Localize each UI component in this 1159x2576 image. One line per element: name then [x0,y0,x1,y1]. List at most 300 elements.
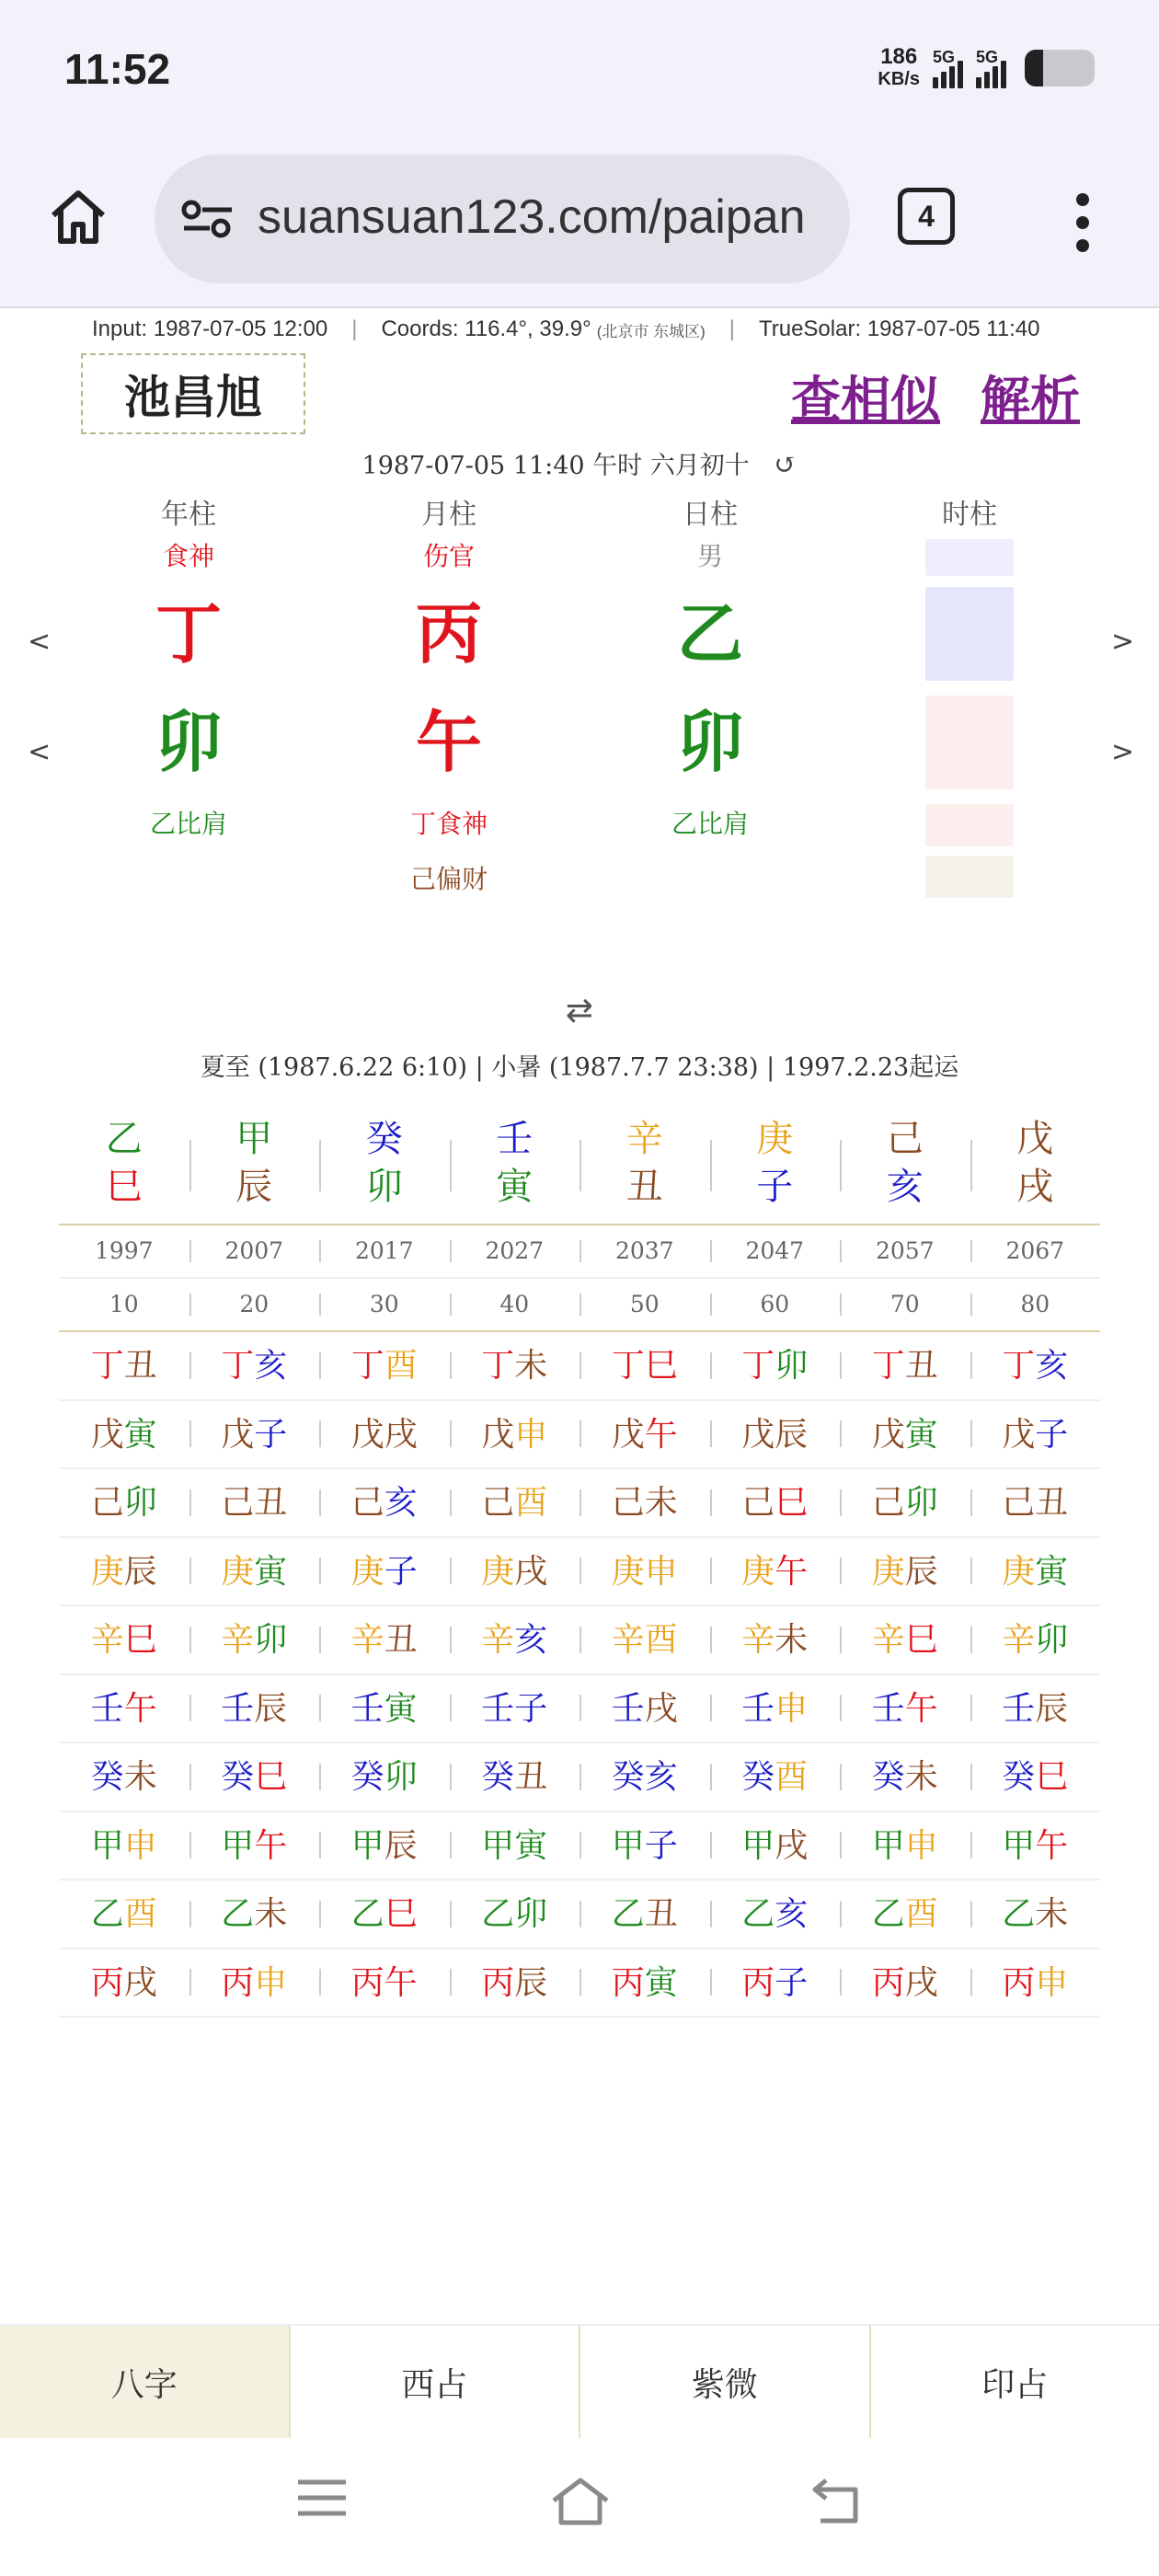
liunian-cell[interactable] [319,1880,450,1948]
liunian-cell[interactable] [450,1606,580,1673]
liunian-stem: 丁 [1002,1347,1036,1385]
liunian-cell[interactable] [710,1469,841,1536]
liunian-branch: 巳 [384,1895,418,1933]
sim1-label: 5G [933,48,956,66]
liunian-row [59,1880,1100,1949]
liunian-stem: 己 [481,1484,515,1522]
liunian-branch: 丑 [254,1484,288,1522]
liunian-cell[interactable] [710,1675,841,1742]
tab-indian[interactable]: 印占 [869,2326,1159,2438]
liunian-stem: 壬 [871,1689,905,1728]
pillar-month-branch[interactable]: 午 [415,703,482,781]
birth-date-text: 1987-07-05 11:40 午时 六月初十 [361,452,750,480]
liunian-cell[interactable] [319,1812,450,1880]
liunian-branch: 子 [644,1826,678,1865]
dayun-stem: 己 [886,1118,924,1160]
dayun-year-row [59,1224,1100,1277]
liunian-cell[interactable] [580,1469,710,1536]
liunian-branch: 酉 [123,1895,157,1933]
liunian-branch: 丑 [644,1895,678,1933]
liunian-cell[interactable] [840,1606,970,1673]
liunian-branch: 卯 [514,1895,548,1933]
liunian-cell[interactable] [450,1743,580,1811]
liunian-row [59,1469,1100,1538]
liunian-cell[interactable] [189,1332,320,1399]
liunian-stem: 戊 [481,1415,515,1454]
liunian-branch: 卯 [254,1621,288,1659]
liunian-branch: 子 [514,1689,548,1728]
liunian-branch: 申 [514,1415,548,1454]
liunian-stem: 丁 [871,1347,905,1385]
liunian-stem: 乙 [1002,1895,1036,1933]
liunian-cell[interactable] [189,1675,320,1742]
liunian-branch: 未 [1035,1895,1069,1933]
pillar-day-stem[interactable]: 乙 [676,594,743,673]
battery-icon [1025,50,1095,86]
liunian-cell[interactable] [450,1812,580,1880]
liunian-branch: 午 [123,1689,157,1728]
tab-switcher-button[interactable]: 4 [898,188,955,245]
hour-stem-placeholder[interactable] [925,587,1014,681]
liunian-branch: 寅 [1035,1552,1069,1591]
pillar-year-branch[interactable]: 卯 [155,703,222,781]
liunian-row [59,1401,1100,1470]
liunian-cell[interactable] [319,1675,450,1742]
dayun-stem: 乙 [105,1118,143,1160]
liunian-cell[interactable] [59,1469,189,1536]
dayun-cell[interactable] [189,1108,320,1224]
liunian-branch: 寅 [384,1689,418,1728]
top-links [791,361,1080,431]
true-solar-time: TrueSolar: 1987-07-05 11:40 [758,316,1040,341]
liunian-cell[interactable] [319,1949,450,2017]
liunian-stem: 乙 [221,1895,255,1933]
liunian-cell[interactable] [59,1538,189,1605]
liunian-cell[interactable] [970,1332,1101,1399]
liunian-stem: 丁 [90,1347,124,1385]
liunian-cell[interactable] [580,1332,710,1399]
liunian-cell[interactable] [840,1538,970,1605]
stem-prev-arrow[interactable]: < [28,626,52,658]
liunian-cell[interactable] [840,1401,970,1468]
pillar-month-tengod: 伤官 [422,541,475,571]
liunian-cell[interactable] [319,1401,450,1468]
pillar-month-stem[interactable]: 丙 [415,594,482,673]
network-speed-unit: KB/s [878,69,920,89]
dayun-year: 1997 [94,1237,154,1264]
dayun-age: 60 [710,1279,841,1330]
dayun-age: 30 [319,1279,450,1330]
liunian-branch: 未 [644,1484,678,1522]
dayun-cell[interactable] [450,1108,580,1224]
liunian-branch: 申 [904,1826,938,1865]
liunian-cell[interactable] [710,1401,841,1468]
liunian-cell[interactable] [840,1880,970,1948]
dayun-branch: 子 [756,1166,794,1208]
liunian-cell[interactable] [970,1401,1101,1468]
tab-western[interactable]: 西占 [289,2326,580,2438]
liunian-cell[interactable] [450,1538,580,1605]
pillar-month-hidden-1: 丁食神 [409,809,488,839]
hour-hidden-2-placeholder[interactable] [925,856,1014,898]
liunian-cell[interactable] [450,1332,580,1399]
liunian-stem: 庚 [221,1552,255,1591]
liunian-branch: 戌 [123,1963,157,2002]
liunian-stem: 戊 [221,1415,255,1454]
liunian-branch: 午 [1035,1826,1069,1865]
liunian-stem: 乙 [871,1895,905,1933]
liunian-stem: 丙 [871,1963,905,2002]
address-bar[interactable] [155,155,850,283]
dayun-stem: 辛 [625,1118,663,1160]
liunian-stem: 乙 [90,1895,124,1933]
liunian-cell[interactable] [840,1469,970,1536]
liunian-stem: 己 [221,1484,255,1522]
liunian-branch: 戌 [904,1963,938,2002]
liunian-cell[interactable] [840,1332,970,1399]
liunian-branch: 子 [775,1963,809,2002]
liunian-branch: 未 [775,1621,809,1659]
dayun-age: 40 [450,1279,580,1330]
liunian-stem: 戊 [741,1415,775,1454]
pillar-month-header: 月柱 [421,499,476,531]
liunian-cell[interactable] [59,1401,189,1468]
liunian-stem: 癸 [481,1758,515,1796]
tab-bazi[interactable]: 八字 [0,2326,289,2438]
liunian-cell[interactable] [59,1606,189,1673]
dayun-year: 2047 [710,1225,841,1277]
liunian-cell[interactable] [580,1606,710,1673]
liunian-cell[interactable] [970,1880,1101,1948]
dayun-year: 2007 [189,1225,320,1277]
dayun-age: 50 [580,1279,710,1330]
pillar-year-header: 年柱 [161,499,216,531]
liunian-cell[interactable] [189,1538,320,1605]
liunian-stem: 戊 [90,1415,124,1454]
liunian-row [59,1606,1100,1675]
liunian-branch: 辰 [123,1552,157,1591]
hour-tengod-placeholder[interactable] [925,539,1014,576]
liunian-cell[interactable] [580,1949,710,2017]
dayun-year: 2037 [580,1225,710,1277]
coords: Coords: 116.4°, 39.9° [381,316,591,341]
liunian-cell[interactable] [319,1332,450,1399]
status-indicators [878,46,1095,90]
liunian-stem: 戊 [611,1415,645,1454]
network-speed [878,46,920,90]
pillar-day [627,497,793,852]
back-icon[interactable] [809,2475,865,2530]
liunian-cell[interactable] [840,1949,970,2017]
pillar-day-header: 日柱 [683,499,738,531]
dayun-stem: 庚 [756,1118,794,1160]
dayun-age: 10 [109,1291,139,1317]
liunian-branch: 辰 [904,1552,938,1591]
signal-icon [933,48,963,88]
dayun-branch: 卯 [365,1166,403,1208]
person-name: 池昌旭 [81,353,305,434]
liunian-stem: 戊 [350,1415,384,1454]
liunian-stem: 庚 [481,1552,515,1591]
pillar-year-tengod: 食神 [162,541,214,571]
liunian-branch: 申 [1035,1963,1069,2002]
liunian-branch: 子 [1035,1415,1069,1454]
liunian-cell[interactable] [970,1469,1101,1536]
liunian-cell[interactable] [59,1949,189,2017]
liunian-branch: 未 [514,1347,548,1385]
liunian-branch: 亥 [644,1758,678,1796]
liunian-cell[interactable] [319,1606,450,1673]
liunian-cell[interactable] [580,1880,710,1948]
liunian-stem: 癸 [871,1758,905,1796]
liunian-branch: 辰 [384,1826,418,1865]
liunian-cell[interactable] [970,1675,1101,1742]
liunian-stem: 辛 [741,1621,775,1659]
pillar-day-branch[interactable]: 卯 [676,703,743,781]
liunian-stem: 癸 [1002,1758,1036,1796]
liunian-branch: 卯 [904,1484,938,1522]
liunian-branch: 午 [384,1963,418,2002]
liunian-branch: 申 [775,1689,809,1728]
liunian-stem: 庚 [871,1552,905,1591]
liunian-cell[interactable] [710,1538,841,1605]
liunian-table [59,1332,1100,2018]
dayun-cell[interactable] [840,1108,970,1224]
liunian-stem: 甲 [1002,1826,1036,1865]
branch-next-arrow[interactable]: > [1111,736,1135,768]
liunian-stem: 己 [871,1484,905,1522]
liunian-branch: 丑 [123,1347,157,1385]
dayun-table [59,1108,1100,2018]
liunian-row [59,1949,1100,2018]
input-time: Input: 1987-07-05 12:00 [92,316,328,341]
site-settings-icon[interactable] [180,199,235,243]
liunian-cell[interactable] [840,1812,970,1880]
liunian-cell[interactable] [189,1812,320,1880]
hour-hidden-1-placeholder[interactable] [925,804,1014,846]
liunian-cell[interactable] [59,1332,189,1399]
dayun-cell[interactable] [319,1108,450,1224]
liunian-cell[interactable] [580,1812,710,1880]
liunian-stem: 辛 [90,1621,124,1659]
refresh-icon[interactable]: ↺ [774,449,798,481]
liunian-cell[interactable] [710,1743,841,1811]
status-bar [0,0,1159,147]
liunian-stem: 壬 [1002,1689,1036,1728]
liunian-branch: 申 [123,1826,157,1865]
liunian-row [59,1332,1100,1401]
menu-icon[interactable] [294,2475,350,2524]
input-info-line: Input: 1987-07-05 12:00 | Coords: 116.4°, 39.9° (北京市 东城区) | TrueSolar: 1987-07-05 11:40 [92,316,1040,341]
liunian-cell[interactable] [710,1812,841,1880]
stem-next-arrow[interactable]: > [1111,626,1135,658]
liunian-cell[interactable] [970,1812,1101,1880]
pillar-year-stem[interactable]: 丁 [155,594,222,673]
liunian-cell[interactable] [710,1332,841,1399]
system-home-icon[interactable] [548,2475,613,2530]
dayun-year: 2057 [840,1225,970,1277]
liunian-stem: 丁 [350,1347,384,1385]
liunian-cell[interactable] [189,1401,320,1468]
dayun-cell[interactable] [59,1108,189,1224]
liunian-cell[interactable] [710,1606,841,1673]
dayun-cell[interactable] [970,1108,1101,1224]
liunian-branch: 巳 [1035,1758,1069,1796]
liunian-cell[interactable] [580,1401,710,1468]
dayun-cell[interactable] [710,1108,841,1224]
liunian-branch: 辰 [775,1415,809,1454]
liunian-branch: 巳 [775,1484,809,1522]
liunian-branch: 辰 [1035,1689,1069,1728]
liunian-branch: 午 [254,1826,288,1865]
liunian-branch: 寅 [514,1826,548,1865]
overflow-menu-icon[interactable] [1073,193,1093,252]
liunian-branch: 卯 [123,1484,157,1522]
liunian-stem: 辛 [481,1621,515,1659]
liunian-stem: 乙 [741,1895,775,1933]
liunian-cell[interactable] [189,1880,320,1948]
hour-branch-placeholder[interactable] [925,696,1014,789]
liunian-branch: 巳 [123,1621,157,1659]
liunian-cell[interactable] [319,1469,450,1536]
liunian-cell[interactable] [840,1743,970,1811]
liunian-stem: 甲 [221,1826,255,1865]
liunian-stem: 庚 [741,1552,775,1591]
dayun-ganzhi-row [59,1108,1100,1224]
liunian-row [59,1812,1100,1881]
tab-ziwei[interactable]: 紫微 [579,2326,869,2438]
liunian-stem: 癸 [611,1758,645,1796]
liunian-cell[interactable] [840,1675,970,1742]
liunian-cell[interactable] [450,1469,580,1536]
find-similar-link[interactable]: 查相似 [791,371,940,429]
liunian-branch: 寅 [904,1415,938,1454]
liunian-stem: 壬 [90,1689,124,1728]
url-text[interactable]: suansuan123.com/paipan [258,190,806,244]
liunian-branch: 午 [644,1415,678,1454]
dayun-cell[interactable] [580,1108,710,1224]
dayun-branch: 亥 [886,1166,924,1208]
liunian-stem: 庚 [350,1552,384,1591]
liunian-cell[interactable] [189,1606,320,1673]
dayun-branch: 丑 [625,1166,663,1208]
liunian-cell[interactable] [580,1743,710,1811]
liunian-cell[interactable] [189,1743,320,1811]
liunian-cell[interactable] [970,1743,1101,1811]
liunian-branch: 戌 [644,1689,678,1728]
liunian-stem: 己 [611,1484,645,1522]
coords-place: (北京市 东城区) [596,322,706,340]
liunian-branch: 丑 [1035,1484,1069,1522]
sim2-label: 5G [976,48,999,66]
liunian-stem: 乙 [611,1895,645,1933]
liunian-branch: 午 [904,1689,938,1728]
liunian-stem: 己 [90,1484,124,1522]
liunian-cell[interactable] [450,1401,580,1468]
liunian-branch: 未 [254,1895,288,1933]
liunian-cell[interactable] [580,1675,710,1742]
dayun-stem: 壬 [496,1118,534,1160]
pillar-year [106,497,271,852]
liunian-stem: 辛 [611,1621,645,1659]
liunian-stem: 丙 [90,1963,124,2002]
bottom-tab-bar [0,2324,1159,2438]
liunian-branch: 辰 [254,1689,288,1728]
liunian-stem: 乙 [481,1895,515,1933]
liunian-stem: 庚 [611,1552,645,1591]
liunian-row [59,1675,1100,1744]
liunian-branch: 未 [123,1758,157,1796]
dayun-age-row [59,1277,1100,1332]
swap-icon[interactable]: ⇄ [565,992,594,1029]
liunian-branch: 申 [254,1963,288,2002]
pillar-month [366,497,532,907]
liunian-cell[interactable] [580,1538,710,1605]
liunian-cell[interactable] [970,1949,1101,2017]
home-icon[interactable] [46,184,110,248]
analysis-link[interactable]: 解析 [981,371,1080,429]
dayun-age: 70 [840,1279,970,1330]
liunian-cell[interactable] [59,1675,189,1742]
liunian-branch: 寅 [644,1963,678,2002]
liunian-cell[interactable] [189,1469,320,1536]
liunian-stem: 辛 [350,1621,384,1659]
branch-prev-arrow[interactable]: < [28,736,52,768]
liunian-stem: 戊 [871,1415,905,1454]
liunian-branch: 子 [254,1415,288,1454]
liunian-stem: 己 [350,1484,384,1522]
liunian-stem: 壬 [481,1689,515,1728]
dayun-age: 80 [970,1279,1101,1330]
liunian-branch: 辰 [514,1963,548,2002]
liunian-cell[interactable] [450,1675,580,1742]
liunian-stem: 壬 [350,1689,384,1728]
liunian-stem: 甲 [481,1826,515,1865]
dayun-stem: 甲 [235,1118,273,1160]
liunian-stem: 壬 [611,1689,645,1728]
liunian-cell[interactable] [970,1606,1101,1673]
liunian-cell[interactable] [319,1538,450,1605]
liunian-branch: 亥 [514,1621,548,1659]
liunian-stem: 甲 [350,1826,384,1865]
liunian-cell[interactable] [710,1949,841,2017]
liunian-cell[interactable] [970,1538,1101,1605]
liunian-branch: 戌 [384,1415,418,1454]
liunian-stem: 癸 [350,1758,384,1796]
liunian-cell[interactable] [319,1743,450,1811]
liunian-branch: 巳 [254,1758,288,1796]
dayun-branch: 寅 [496,1166,534,1208]
liunian-cell[interactable] [450,1880,580,1948]
liunian-branch: 酉 [384,1347,418,1385]
liunian-cell[interactable] [59,1812,189,1880]
liunian-stem: 癸 [741,1758,775,1796]
liunian-stem: 癸 [221,1758,255,1796]
pillar-day-gender: 男 [696,541,723,571]
liunian-cell[interactable] [59,1880,189,1948]
liunian-branch: 丑 [904,1347,938,1385]
liunian-stem: 丁 [741,1347,775,1385]
liunian-cell[interactable] [189,1949,320,2017]
liunian-stem: 癸 [90,1758,124,1796]
dayun-stem: 戊 [1016,1118,1054,1160]
liunian-cell[interactable] [710,1880,841,1948]
liunian-stem: 庚 [90,1552,124,1591]
liunian-branch: 亥 [1035,1347,1069,1385]
system-nav-bar [0,2438,1159,2576]
liunian-cell[interactable] [450,1949,580,2017]
liunian-cell[interactable] [59,1743,189,1811]
